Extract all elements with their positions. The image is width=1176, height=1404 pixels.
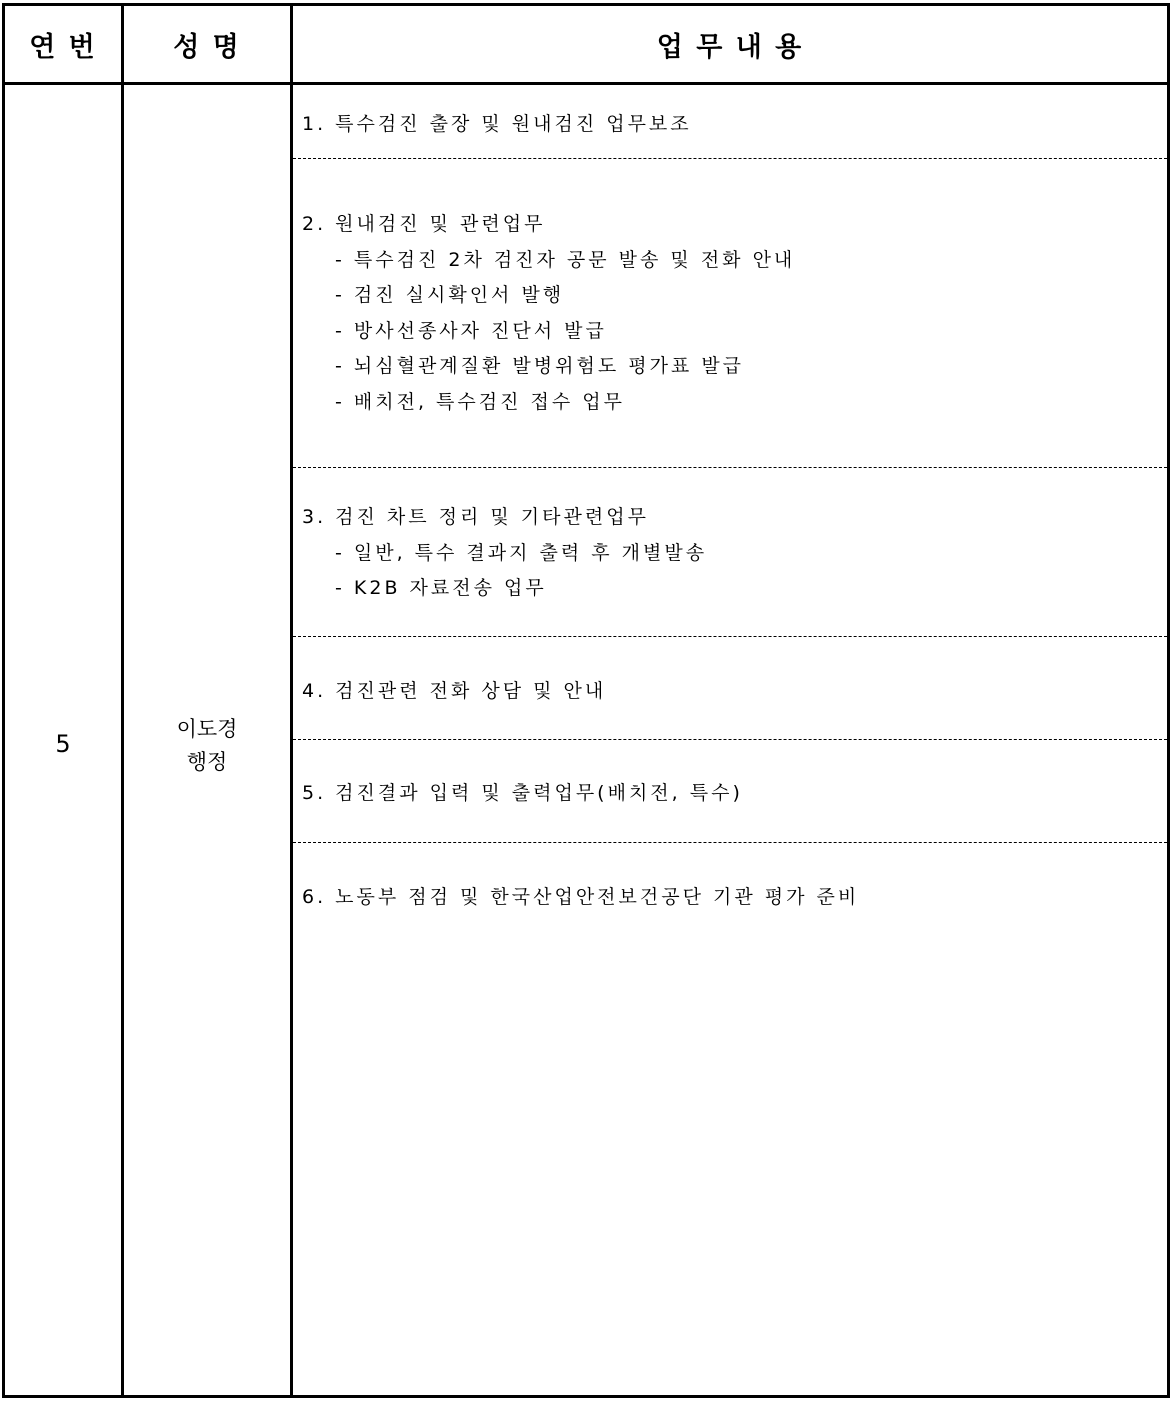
header-duties: 업 무 내 용 [656,31,804,63]
duty-item: - 일반, 특수 결과지 출력 후 개별발송 [335,542,708,564]
duty-separator [293,467,1167,468]
duty-item: - K2B 자료전송 업무 [335,577,547,599]
duty-item: - 뇌심혈관계질환 발병위험도 평가표 발급 [335,355,745,377]
duty-title: 6. 노동부 점검 및 한국산업안전보건공단 기관 평가 준비 [302,886,860,908]
duty-separator [293,739,1167,740]
duties-cell [293,85,1167,1395]
duty-title: 3. 검진 차트 정리 및 기타관련업무 [302,506,649,528]
header-number: 연 번 [29,31,97,63]
duty-separator [293,842,1167,843]
duty-separator [293,158,1167,159]
person-name: 이도경 [176,717,238,741]
duty-item: - 방사선종사자 진단서 발급 [335,320,607,342]
duty-title: 4. 검진관련 전화 상담 및 안내 [302,680,607,702]
column-divider [121,6,124,1395]
duty-separator [293,636,1167,637]
duty-table [2,3,1170,1398]
duty-item: - 배치전, 특수검진 접수 업무 [335,391,625,413]
duty-item: - 특수검진 2차 검진자 공문 발송 및 전화 안내 [335,249,796,271]
row-name-cell [124,713,290,779]
duty-title: 1. 특수검진 출장 및 원내검진 업무보조 [302,113,692,135]
person-role: 행정 [186,750,228,774]
header-name: 성 명 [173,31,241,63]
duty-title: 2. 원내검진 및 관련업무 [302,213,546,235]
duty-item: - 검진 실시확인서 발행 [335,284,565,306]
row-number: 5 [55,730,71,758]
duty-title: 5. 검진결과 입력 및 출력업무(배치전, 특수) [302,782,743,804]
